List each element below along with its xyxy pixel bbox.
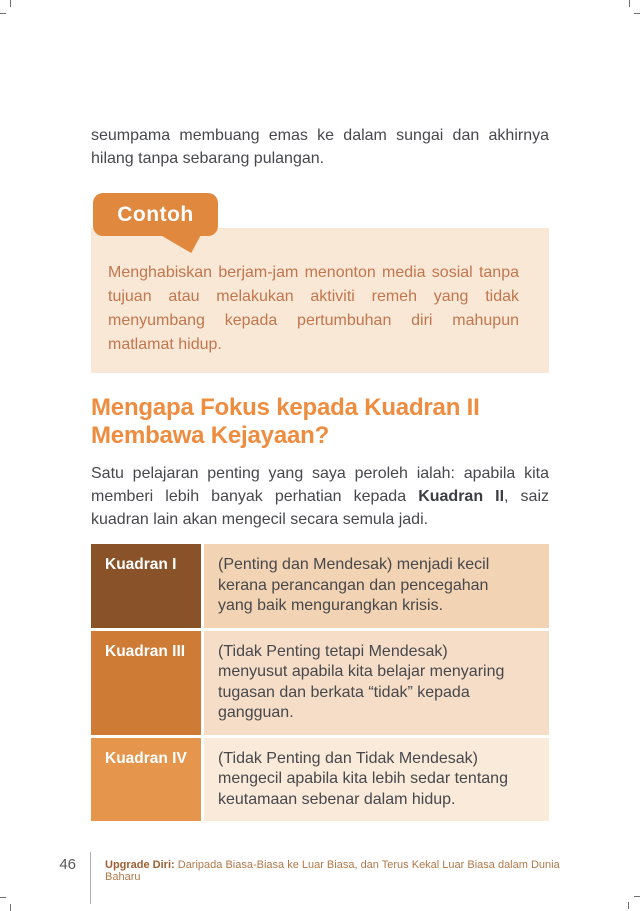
footer-divider bbox=[90, 852, 91, 904]
quadrant-3-text-cell: (Tidak Penting tetapi Mendesak) menyusut apabila kita belajar menyaring tugasan dan berkata “tidak” kepada gangguan. bbox=[204, 631, 549, 735]
crop-mark-bottom-right-h bbox=[634, 896, 640, 897]
crop-mark-top-right-h bbox=[634, 13, 640, 14]
footer-book-title-rest: Daripada Biasa-Biasa ke Luar Biasa, dan Terus Kekal Luar Biasa dalam Dunia Baharu bbox=[105, 859, 560, 883]
contoh-box-text: Menghabiskan berjam-jam menonton media sosial tanpa tujuan atau melakukan aktiviti remeh yang tidak menyumbang kepada pertumbuhan diri mahupun matlamat hidup. bbox=[108, 264, 519, 353]
table-row bbox=[91, 738, 549, 822]
crop-mark-top-left-h bbox=[0, 13, 6, 14]
contoh-box bbox=[91, 228, 549, 373]
crop-mark-top-right-v bbox=[629, 0, 630, 7]
quadrant-1-text-cell: (Penting dan Mendesak) menjadi kecil kerana perancangan dan pencegahan yang baik mengurangkan krisis. bbox=[204, 544, 549, 628]
footer-book-title bbox=[105, 859, 575, 883]
quadrant-4-label-cell: Kuadran IV bbox=[91, 738, 201, 822]
section-paragraph-before: Satu pelajaran penting yang saya peroleh ialah: apabila kita memberi lebih banyak perhatian kepada bbox=[91, 465, 549, 505]
page-number: 46 bbox=[59, 856, 76, 873]
contoh-badge bbox=[93, 193, 218, 236]
crop-mark-bottom-left-v bbox=[10, 904, 11, 911]
quadrant-1-label-cell: Kuadran I bbox=[91, 544, 201, 628]
section-paragraph-bold-term: Kuadran II bbox=[418, 488, 505, 505]
contoh-badge-label: Contoh bbox=[117, 202, 194, 226]
crop-mark-top-left-v bbox=[10, 0, 11, 7]
footer-book-title-bold: Upgrade Diri: bbox=[105, 859, 175, 871]
table-row bbox=[91, 631, 549, 735]
crop-mark-bottom-left-h bbox=[0, 897, 6, 898]
table-row bbox=[91, 544, 549, 628]
crop-mark-bottom-right-v bbox=[628, 902, 629, 909]
quadrant-3-label-cell: Kuadran III bbox=[91, 631, 201, 735]
section-paragraph bbox=[91, 462, 549, 531]
quadrant-4-text-cell: (Tidak Penting dan Tidak Mendesak) mengecil apabila kita lebih sedar tentang keutamaan sebenar dalam hidup. bbox=[204, 738, 549, 822]
intro-paragraph: seumpama membuang emas ke dalam sungai dan akhirnya hilang tanpa sebarang pulangan. bbox=[91, 127, 549, 167]
section-paragraph-after: , saiz kuadran lain akan mengecil secara semula jadi. bbox=[91, 488, 550, 528]
quadrant-table bbox=[91, 544, 549, 821]
section-heading: Mengapa Fokus kepada Kuadran II Membawa Kejayaan? bbox=[91, 394, 480, 449]
